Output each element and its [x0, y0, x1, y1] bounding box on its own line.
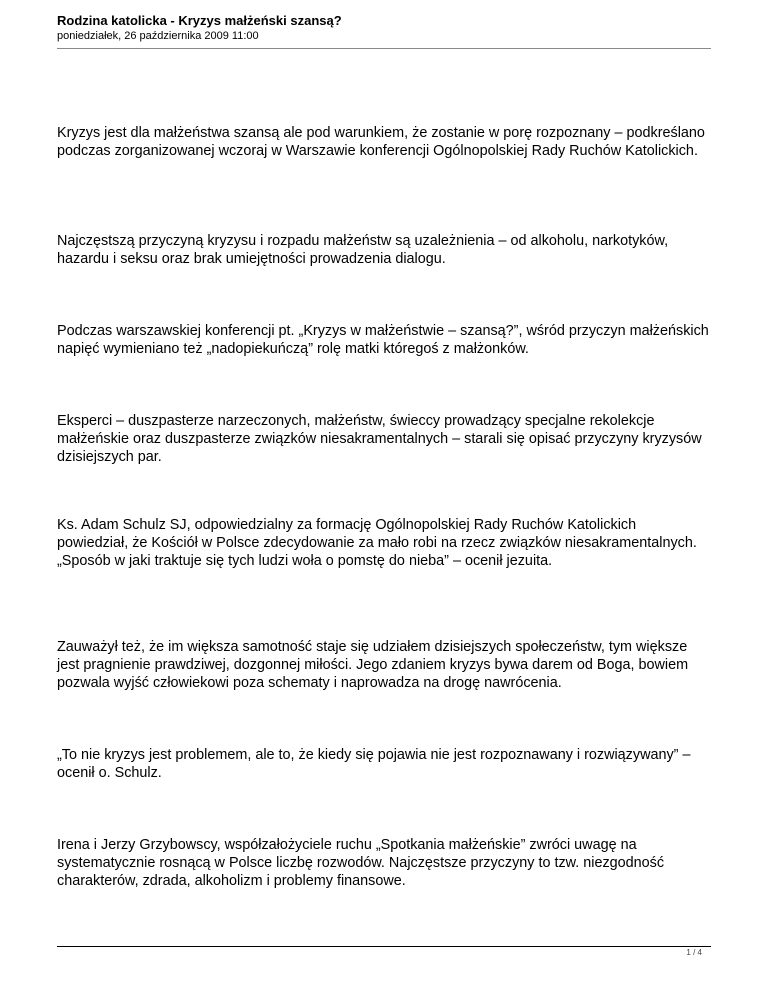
paragraph-1: Kryzys jest dla małżeństwa szansą ale pod warunkiem, że zostanie w porę rozpoznany – podkreślano podczas zorganizowanej wczoraj w Warszawie konferencji Ogólnopolskiej Rady Ruchów Katolickich.: [57, 125, 705, 159]
paragraph-7: „To nie kryzys jest problemem, ale to, że kiedy się pojawia nie jest rozpoznawany i rozwiązywany” – ocenił o. Schulz.: [57, 747, 691, 781]
page-header: [57, 13, 711, 43]
paragraph-6: Zauważył też, że im większa samotność staje się udziałem dzisiejszych społeczeństw, tym większe jest pragnienie prawdziwej, dozgonnej miłości. Jego zdaniem kryzys bywa darem od Boga, bowiem pozwala wyjść człowiekowi poza schematy i naprowadza na drogę nawrócenia.: [57, 639, 689, 691]
paragraph-4: Eksperci – duszpasterze narzeczonych, małżeństw, świeccy prowadzący specjalne rekolekcje małżeńskie oraz duszpasterze związków niesakramentalnych – starali się opisać przyczyny kryzysów dzisiejszych par.: [57, 413, 702, 465]
paragraph-2: Najczęstszą przyczyną kryzysu i rozpadu małżeństw są uzależnienia – od alkoholu, narkotyków, hazardu i seksu oraz brak umiejętności prowadzenia dialogu.: [57, 233, 669, 267]
page-number: 1 / 4: [686, 948, 702, 957]
paragraph-5: Ks. Adam Schulz SJ, odpowiedzialny za formację Ogólnopolskiej Rady Ruchów Katolickich powiedział, że Kościół w Polsce zdecydowanie za mało robi na rzecz związków niesakramentalnych. „Sposób w jaki traktuje się tych ludzi woła o pomstę do nieba” – ocenił jezuita.: [57, 517, 697, 569]
paragraph-3: Podczas warszawskiej konferencji pt. „Kryzys w małżeństwie – szansą?”, wśród przyczyn małżeńskich napięć wymieniano też „nadopiekuńczą” rolę matki któregoś z małżonków.: [57, 323, 709, 357]
footer-divider: [57, 946, 711, 947]
article-title: Rodzina katolicka - Kryzys małżeński szansą?: [57, 13, 342, 28]
header-divider: [57, 48, 711, 49]
article-date: poniedziałek, 26 października 2009 11:00: [57, 30, 259, 42]
paragraph-8: Irena i Jerzy Grzybowscy, współzałożyciele ruchu „Spotkania małżeńskie” zwróci uwagę na systematycznie rosnącą w Polsce liczbę rozwodów. Najczęstsze przyczyny to tzw. niezgodność charakterów, zdrada, alkoholizm i problemy finansowe.: [57, 837, 665, 889]
